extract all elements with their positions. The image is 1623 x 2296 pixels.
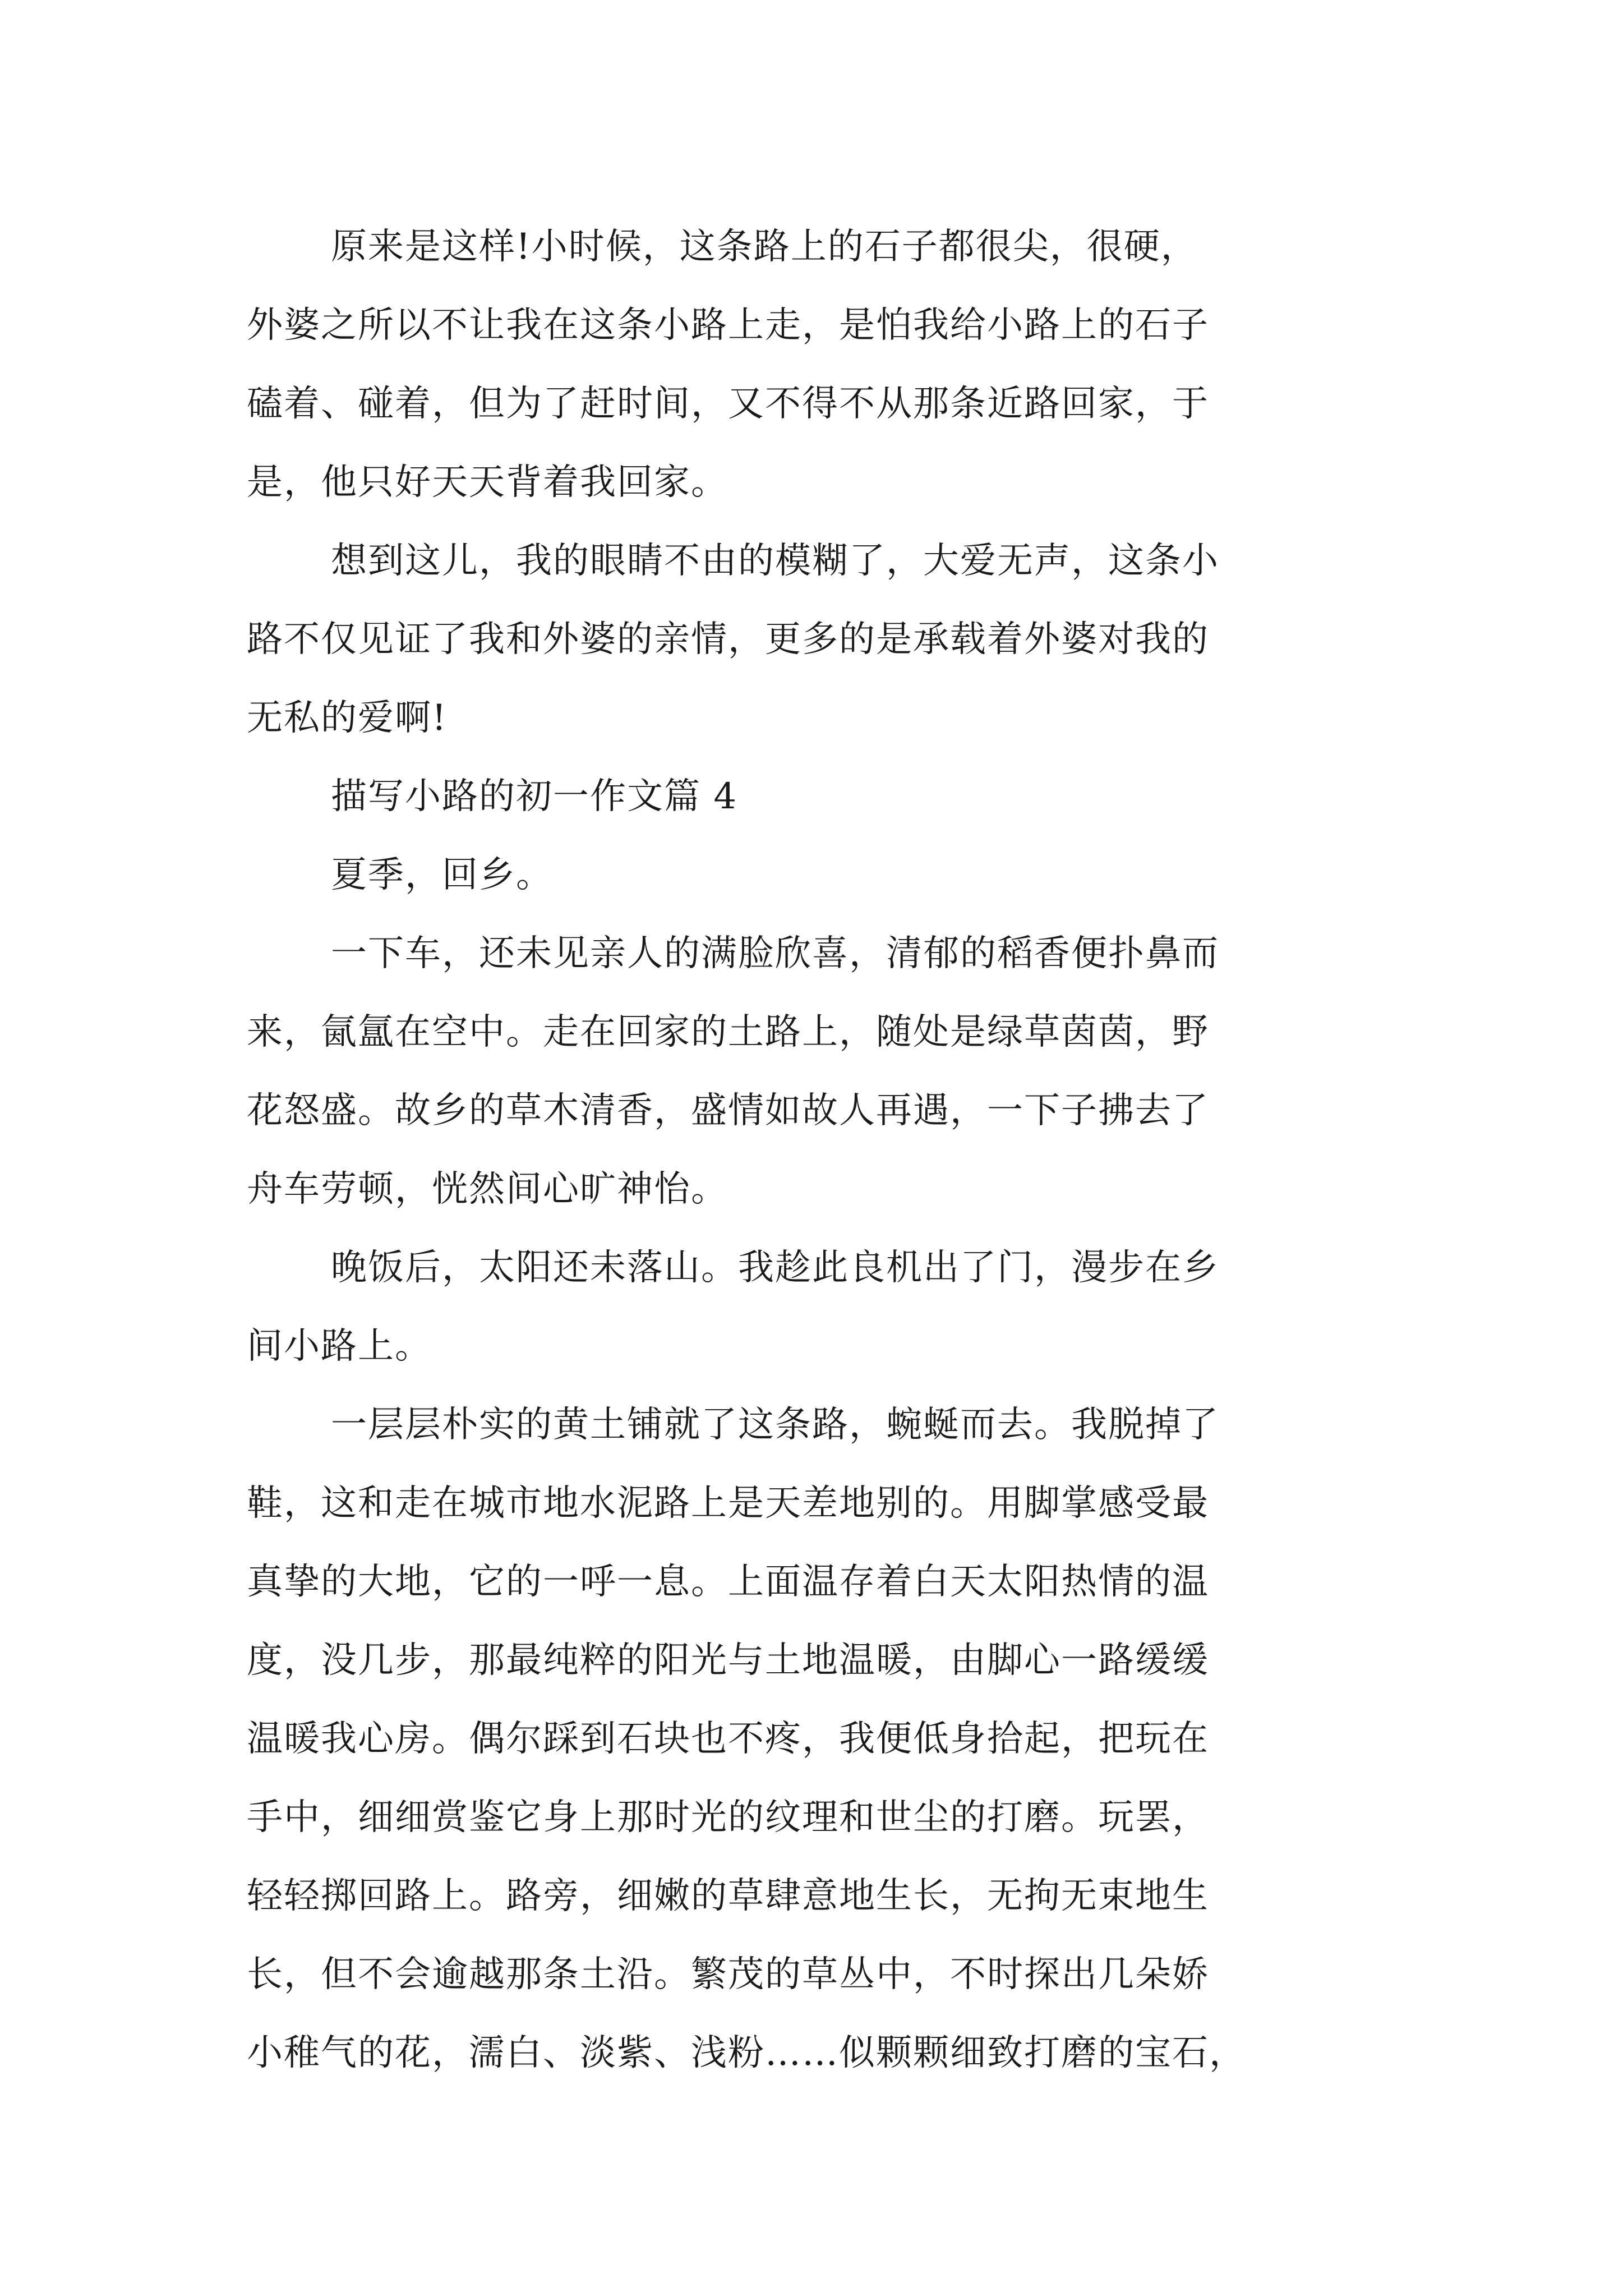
paragraph-7 xyxy=(247,1386,1385,2092)
text-line: 是，他只好天天背着我回家。 xyxy=(247,462,728,503)
text-line: 想到这儿，我的眼睛不由的模糊了，大爱无声，这条小 xyxy=(331,540,1219,582)
text-line: 花怒盛。故乡的草木清香，盛情如故人再遇，一下子拂去了 xyxy=(247,1090,1209,1131)
text-line: 原来是这样!小时候，这条路上的石子都很尖，很硬， xyxy=(331,226,1198,268)
paragraph-4 xyxy=(247,836,1385,914)
text-line: 小稚气的花，濡白、淡紫、浅粉……似颗颗细致打磨的宝石， xyxy=(247,2032,1246,2074)
paragraph-6 xyxy=(247,1228,1385,1386)
paragraph-5 xyxy=(247,914,1385,1228)
section-heading xyxy=(247,757,1385,836)
text-line: 长，但不会逾越那条土沿。繁茂的草丛中，不时探出几朵娇 xyxy=(247,1954,1209,1995)
text-line: 晚饭后，太阳还未落山。我趁此良机出了门，漫步在乡 xyxy=(331,1247,1219,1289)
document-page xyxy=(247,208,1385,2092)
text-line: 鞋，这和走在城市地水泥路上是天差地别的。用脚掌感受最 xyxy=(247,1483,1209,1524)
text-line: 一层层朴实的黄土铺就了这条路，蜿蜒而去。我脱掉了 xyxy=(331,1404,1219,1446)
text-line: 外婆之所以不让我在这条小路上走，是怕我给小路上的石子 xyxy=(247,305,1209,346)
text-line: 无私的爱啊! xyxy=(247,697,448,739)
paragraph-1 xyxy=(247,208,1385,522)
text-line: 温暖我心房。偶尔踩到石块也不疼，我便低身拾起，把玩在 xyxy=(247,1718,1209,1760)
text-line: 一下车，还未见亲人的满脸欣喜，清郁的稻香便扑鼻而 xyxy=(331,933,1219,974)
text-line: 舟车劳顿，恍然间心旷神怡。 xyxy=(247,1168,728,1210)
text-line: 度，没几步，那最纯粹的阳光与土地温暖，由脚心一路缓缓 xyxy=(247,1640,1209,1681)
text-line: 来，氤氲在空中。走在回家的土路上，随处是绿草茵茵，野 xyxy=(247,1011,1209,1053)
text-line: 间小路上。 xyxy=(247,1326,432,1367)
text-line: 夏季，回乡。 xyxy=(331,854,553,896)
paragraph-2 xyxy=(247,522,1385,757)
text-line: 轻轻掷回路上。路旁，细嫩的草肆意地生长，无拘无束地生 xyxy=(247,1875,1209,1917)
text-line: 磕着、碰着，但为了赶时间，又不得不从那条近路回家，于 xyxy=(247,383,1209,425)
text-line: 真挚的大地，它的一呼一息。上面温存着白天太阳热情的温 xyxy=(247,1561,1209,1603)
heading-text: 描写小路的初一作文篇 4 xyxy=(331,776,738,817)
text-line: 手中，细细赏鉴它身上那时光的纹理和世尘的打磨。玩罢， xyxy=(247,1797,1209,1838)
text-line: 路不仅见证了我和外婆的亲情，更多的是承载着外婆对我的 xyxy=(247,619,1209,660)
